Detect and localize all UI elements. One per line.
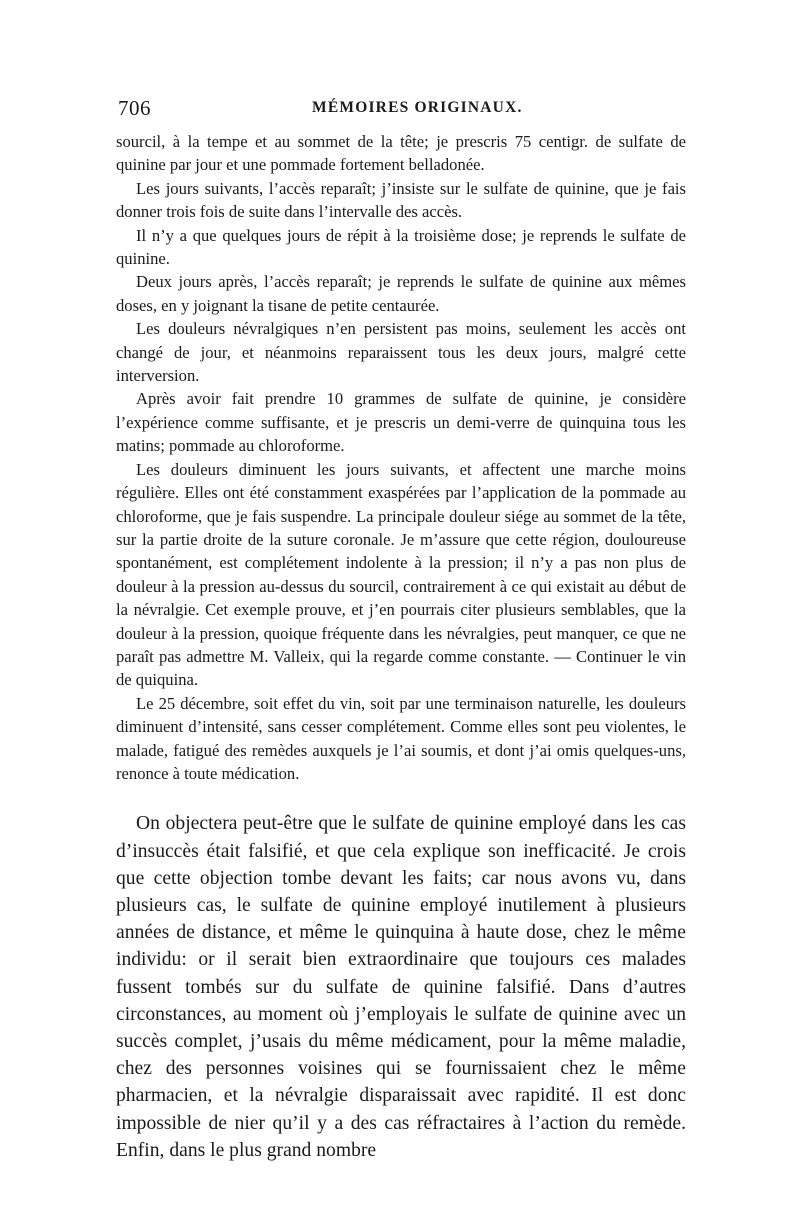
paragraph: Les jours suivants, l’accès reparaît; j’insiste sur le sulfate de quinine, que je fais donner trois fois de suite dans l’intervalle des accès. — [116, 178, 686, 222]
paragraph: Le 25 décembre, soit effet du vin, soit par une terminaison naturelle, les douleurs diminuent d’intensité, sans cesser complétement. Comme elles sont peu violentes, le malade, fatigué des remèdes auxquels je l’ai soumis, et dont j’ai omis quelques-uns, renonce à toute médication. — [116, 693, 686, 783]
paragraph: Les douleurs névralgiques n’en persistent pas moins, seulement les accès ont changé de jour, et néanmoins reparaissent tous les deux jours, malgré cette interversion. — [116, 319, 686, 386]
running-head — [116, 96, 686, 124]
paragraph: Les douleurs diminuent les jours suivants, et affectent une marche moins régulière. Elles ont été constamment exaspérées par l’application de la pommade au chloroforme, que je fais suspendre. La principale douleur siége au sommet de la tête, sur la partie droite de la suture coronale. Je m’assure que cette région, douloureuse spontanément, est complétement indolente à la pression; il n’y a pas non plus de douleur à la pression au-dessus du sourcil, contrairement à ce qui existait au début de la névralgie. Cet exemple prouve, et j’en pourrais citer plusieurs semblables, que la douleur à la pression, quoique fréquente dans les névralgies, peut manquer, ce que ne paraît pas admettre M. Valleix, qui la regarde comme constante. — Continuer le vin de quiquina. — [116, 459, 686, 690]
book-page — [116, 96, 686, 1164]
paragraph: Il n’y a que quelques jours de répit à la troisième dose; je reprends le sulfate de quinine. — [116, 225, 686, 269]
paragraph: On objectera peut-être que le sulfate de quinine employé dans les cas d’insuccès était falsifié, et que cela explique son inefficacité. Je crois que cette objection tombe devant les faits; car nous avons vu, dans plusieurs cas, le sulfate de quinine employé inutilement à plusieurs années de distance, et même le quinquina à haute dose, chez le même individu: or il serait bien extraordinaire que toujours ces malades fussent tombés sur du sulfate de quinine falsifié. Dans d’autres circonstances, au moment où j’employais le sulfate de quinine avec un succès complet, j’usais du même médicament, pour la même maladie, chez des personnes voisines qui se fournissaient chez le même pharmacien, et la névralgie disparaissait avec rapidité. Il est donc impossible de nier qu’il y a des cas réfractaires à l’action du remède. Enfin, dans le plus grand nombre — [116, 813, 686, 1161]
running-title: MÉMOIRES ORIGINAUX. — [312, 99, 523, 116]
case-report-text — [116, 130, 686, 785]
page-number: 706 — [118, 96, 151, 120]
paragraph: Deux jours après, l’accès reparaît; je reprends le sulfate de quinine aux mêmes doses, en y joignant la tisane de petite centaurée. — [116, 272, 686, 315]
paragraph: Après avoir fait prendre 10 grammes de sulfate de quinine, je considère l’expérience comme suffisante, et je prescris un demi-verre de quinquina tous les matins; pommade au chloroforme. — [116, 389, 686, 456]
discussion-text — [116, 810, 686, 1164]
paragraph-continuation: sourcil, à la tempe et au sommet de la tête; je prescris 75 centigr. de sulfate de quinine par jour et une pommade fortement belladonée. — [116, 132, 686, 175]
